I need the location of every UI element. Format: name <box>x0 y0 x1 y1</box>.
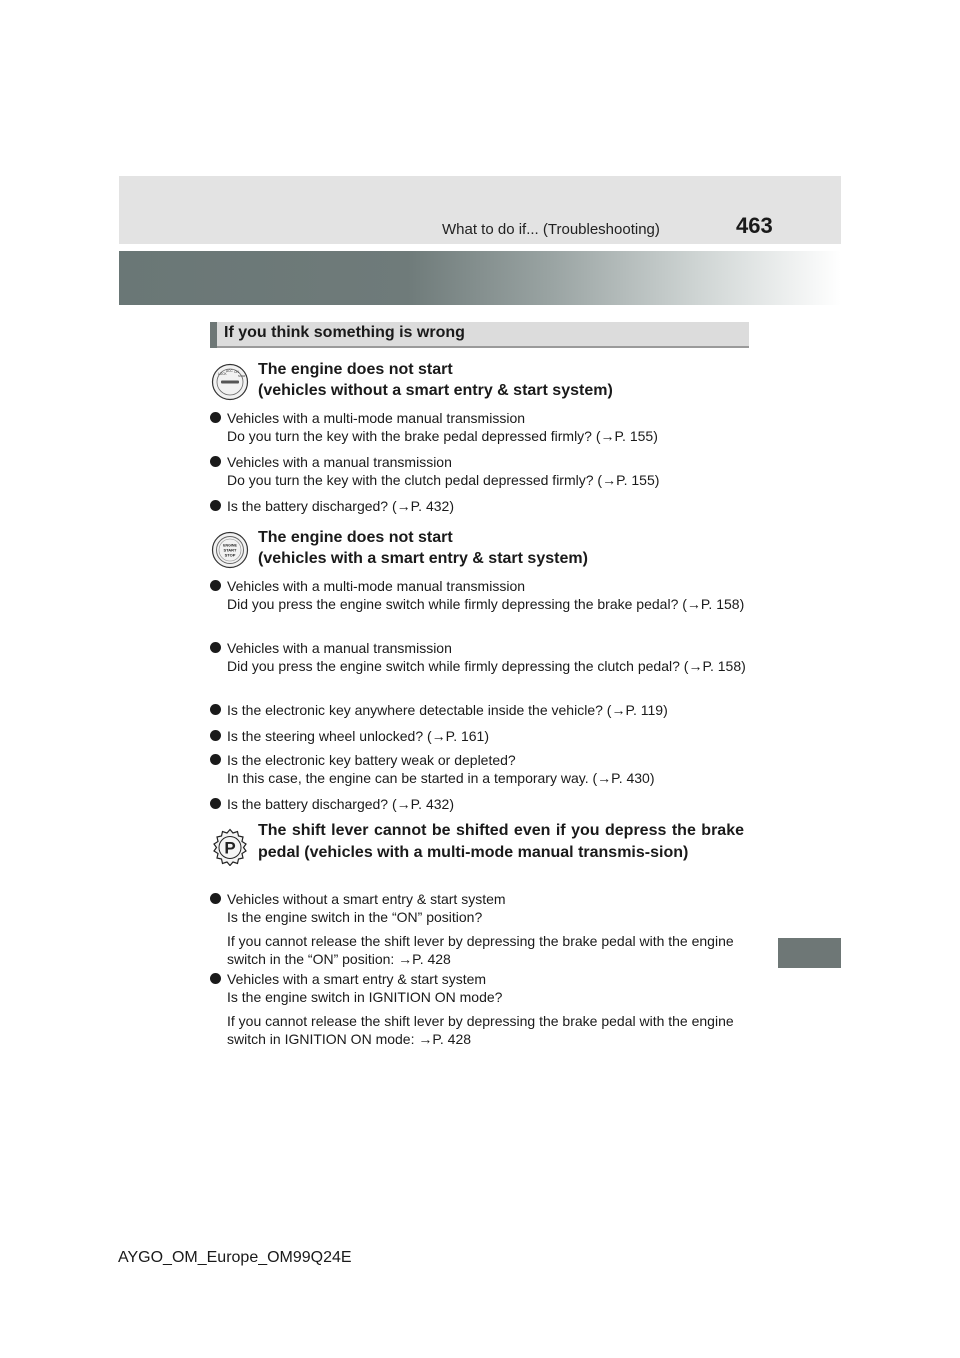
engine-start-stop-button-icon <box>211 531 249 569</box>
bullet-icon <box>210 456 221 467</box>
chapter-band <box>119 251 841 305</box>
topic-heading: The engine does not start (vehicles with a smart entry & start system) <box>258 529 588 567</box>
bullet-icon <box>210 973 221 984</box>
engine-label-start: START <box>223 547 237 553</box>
bullet-icon <box>210 642 221 653</box>
bullet-icon <box>210 500 221 511</box>
section-header <box>210 322 749 348</box>
bullet-icon <box>210 754 221 765</box>
engine-label-stop: STOP <box>224 552 236 558</box>
bullet-icon <box>210 704 221 715</box>
park-letter: P <box>224 838 236 858</box>
bullet-icon <box>210 893 221 904</box>
topic-heading: The shift lever cannot be shifted even if you depress the brake pedal (vehicles with a multi-mode manual transmis-sion) <box>258 822 744 861</box>
bullet-icon <box>210 730 221 741</box>
engine-label-engine: ENGINE <box>223 543 237 548</box>
page-number: 463 <box>736 213 773 238</box>
bullet-icon <box>210 798 221 809</box>
section-title: If you think something is wrong <box>224 324 465 341</box>
park-gear-icon <box>211 828 249 866</box>
topic-heading: The engine does not start (vehicles without a smart entry & start system) <box>258 361 613 399</box>
key-cylinder-icon <box>211 363 249 401</box>
ignition-label-acc: ACC <box>226 369 233 373</box>
ignition-label-on: ON <box>234 370 239 374</box>
chapter-thumb-tab <box>778 938 841 968</box>
bullet-icon <box>210 412 221 423</box>
document-code: AYGO_OM_Europe_OM99Q24E <box>118 1249 352 1266</box>
section-accent <box>210 322 217 348</box>
ignition-label-lock: LOCK <box>218 372 227 376</box>
chapter-title: What to do if... (Troubleshooting) <box>442 221 660 238</box>
bullet-icon <box>210 580 221 591</box>
ignition-label-start: START <box>238 374 247 378</box>
